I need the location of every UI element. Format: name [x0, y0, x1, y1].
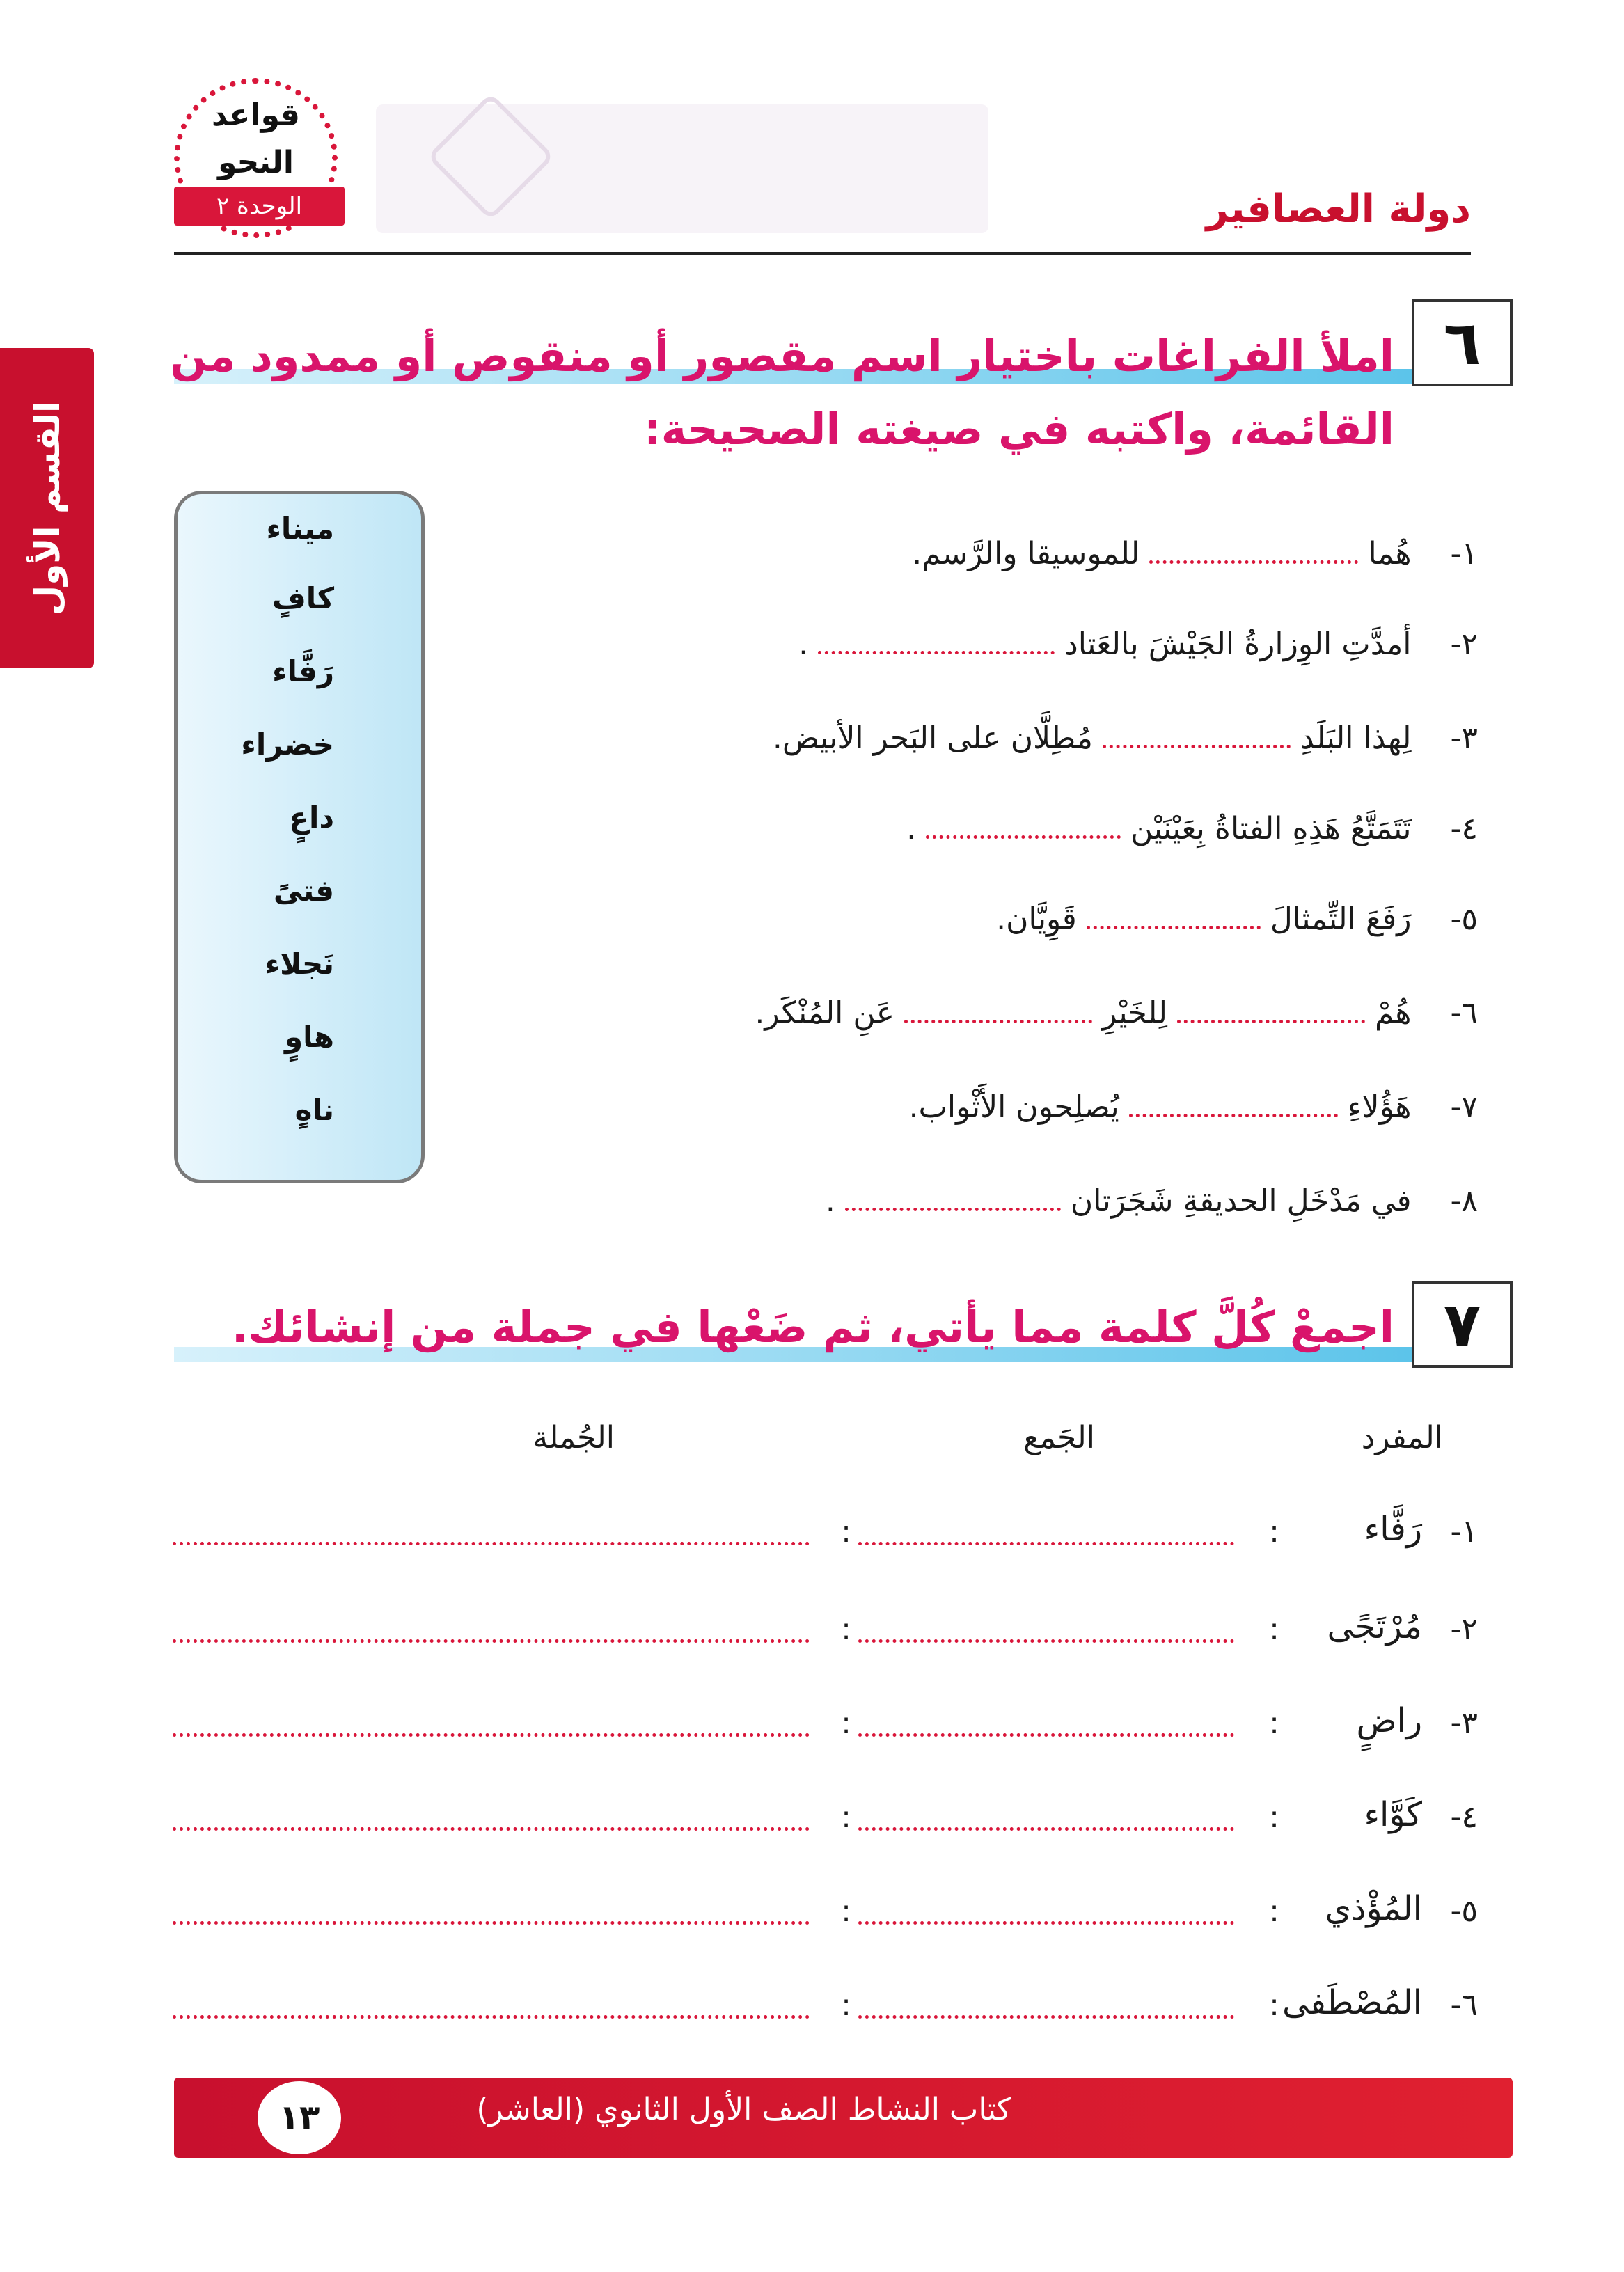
- item-text: أمدَّتِ الوِزارةُ الجَيْشَ بالعَتاد: [1064, 626, 1412, 662]
- word-list-item: كافٍ: [272, 581, 334, 615]
- singular-word: المُؤْذي: [1325, 1889, 1422, 1928]
- item-text: قَوِيَّان.: [996, 901, 1077, 937]
- item-text: يُصلِحون الأَثْواب.: [908, 1089, 1119, 1125]
- exercise6-item: [826, 1183, 1478, 1219]
- colon: :: [841, 1799, 851, 1835]
- colon: :: [1269, 1514, 1279, 1549]
- answer-blank[interactable]: [1087, 908, 1261, 929]
- item-text: هَؤُلاءِ: [1347, 1089, 1412, 1125]
- item-text: .: [825, 1183, 835, 1219]
- item-text: .: [798, 626, 809, 662]
- sentence-answer-line[interactable]: [173, 1827, 810, 1831]
- colon: :: [841, 1705, 851, 1741]
- singular-word: رَفَّاء: [1364, 1510, 1422, 1549]
- item-number: ٢-: [1450, 626, 1478, 662]
- item-number: ٦-: [1450, 995, 1478, 1031]
- sentence-answer-line[interactable]: [173, 2015, 810, 2019]
- exercise6-item: [755, 995, 1478, 1031]
- answer-blank[interactable]: [1129, 1096, 1338, 1117]
- colon: :: [1269, 1987, 1279, 2023]
- item-text: هُمْ: [1375, 995, 1412, 1031]
- exercise6-item: [906, 811, 1478, 846]
- answer-blank[interactable]: [1149, 543, 1358, 564]
- word-list-item: نَجلاء: [265, 947, 334, 981]
- exercise6-item: [908, 1089, 1478, 1125]
- singular-word: مُرْتَجًى: [1327, 1607, 1422, 1646]
- colon: :: [1269, 1893, 1279, 1929]
- colon: :: [841, 1987, 851, 2023]
- item-number: ٧-: [1450, 1089, 1478, 1125]
- colon: :: [1269, 1611, 1279, 1647]
- item-text: .: [906, 811, 917, 846]
- badge-word-syntax: النحو: [218, 145, 294, 180]
- item-text: للموسيقا والرَّسم.: [912, 536, 1140, 571]
- exercise6-instruction-line2: القائمة، واكتبه في صيغته الصحيحة:: [644, 404, 1394, 455]
- answer-blank[interactable]: [926, 818, 1121, 839]
- sentence-answer-line[interactable]: [173, 1639, 810, 1643]
- header-rule: [174, 252, 1471, 255]
- exercise6-item: [912, 536, 1478, 571]
- section-side-tab: [0, 348, 94, 668]
- item-text: عَنِ المُنْكَر.: [755, 995, 895, 1031]
- plural-answer-line[interactable]: [858, 1921, 1234, 1925]
- colon: :: [841, 1514, 851, 1549]
- row-number: ١-: [1450, 1514, 1478, 1549]
- item-number: ٨-: [1450, 1183, 1478, 1219]
- row-number: ٦-: [1450, 1987, 1478, 2023]
- item-text: تَتَمَتَّعُ هَذِهِ الفتاةُ بِعَيْنَيْن: [1130, 811, 1412, 846]
- badge-word-grammar: قواعد: [212, 97, 300, 133]
- plural-answer-line[interactable]: [858, 1542, 1234, 1545]
- row-number: ٤-: [1450, 1799, 1478, 1835]
- word-list-item: ميناء: [266, 512, 334, 546]
- item-number: ٥-: [1450, 901, 1478, 937]
- word-list-item: رَفَّاء: [272, 654, 334, 688]
- row-number: ٣-: [1450, 1705, 1478, 1741]
- column-header-singular: المفرد: [1361, 1420, 1443, 1456]
- row-number: ٢-: [1450, 1611, 1478, 1647]
- sentence-answer-line[interactable]: [173, 1921, 810, 1925]
- word-list-item: فتىً: [273, 874, 334, 908]
- item-text: رَفَعَ التِّمثالَ: [1270, 901, 1412, 937]
- singular-word: المُصْطَفى: [1282, 1983, 1422, 2022]
- colon: :: [1269, 1705, 1279, 1741]
- item-text: في مَدْخَلِ الحديقةِ شَجَرَتان: [1070, 1183, 1412, 1219]
- item-number: ١-: [1450, 536, 1478, 571]
- answer-blank[interactable]: [1177, 1002, 1365, 1023]
- row-number: ٥-: [1450, 1893, 1478, 1929]
- book-title: كتاب النشاط الصف الأول الثانوي (العاشر): [476, 2092, 1011, 2127]
- colon: :: [841, 1893, 851, 1929]
- unit-ribbon: الوحدة ٢: [174, 187, 345, 226]
- word-list-item: ناهٍ: [294, 1093, 334, 1127]
- colon: :: [841, 1611, 851, 1647]
- item-number: ٤-: [1450, 811, 1478, 846]
- item-text: لِهذا البَلَدِ: [1300, 720, 1412, 756]
- answer-blank[interactable]: [1103, 727, 1291, 748]
- answer-blank[interactable]: [845, 1190, 1061, 1211]
- word-list-item: خضراء: [241, 727, 334, 762]
- item-text: لِلخَيْرِ: [1102, 995, 1168, 1031]
- singular-word: كَوَّاء: [1364, 1795, 1422, 1834]
- column-header-sentence: الجُملة: [533, 1420, 615, 1456]
- word-list-item: هاوٍ: [285, 1020, 334, 1054]
- singular-word: راضٍ: [1356, 1701, 1422, 1740]
- word-list-item: داعٍ: [289, 800, 334, 835]
- plural-answer-line[interactable]: [858, 1827, 1234, 1831]
- exercise7-number: ٧: [1412, 1281, 1513, 1368]
- item-text: مُطِلَّان على البَحر الأبيض.: [772, 720, 1093, 756]
- exercise6-number: ٦: [1412, 299, 1513, 386]
- plural-answer-line[interactable]: [858, 1733, 1234, 1737]
- exercise6-item: [996, 901, 1478, 937]
- item-number: ٣-: [1450, 720, 1478, 756]
- plural-answer-line[interactable]: [858, 1639, 1234, 1643]
- side-tab-label: القسم الأول: [26, 400, 68, 616]
- exercise7-instruction: اجمعْ كُلَّ كلمة مما يأتي، ثم ضَعْها في جملة من إنشائك.: [231, 1302, 1394, 1352]
- answer-blank[interactable]: [818, 633, 1055, 654]
- colon: :: [1269, 1799, 1279, 1835]
- answer-blank[interactable]: [904, 1002, 1092, 1023]
- sentence-answer-line[interactable]: [173, 1542, 810, 1545]
- item-text: هُما: [1368, 536, 1412, 571]
- unit-title: دولة العصافير: [1206, 187, 1471, 232]
- exercise6-instruction-line1: املأ الفراغات باختيار اسم مقصور أو منقوص أو ممدود من: [170, 331, 1394, 381]
- sentence-answer-line[interactable]: [173, 1733, 810, 1737]
- exercise6-item: [798, 626, 1478, 662]
- exercise6-item: [773, 720, 1478, 756]
- column-header-plural: الجَمع: [1023, 1420, 1095, 1456]
- page-number: ١٣: [258, 2081, 341, 2154]
- plural-answer-line[interactable]: [858, 2015, 1234, 2019]
